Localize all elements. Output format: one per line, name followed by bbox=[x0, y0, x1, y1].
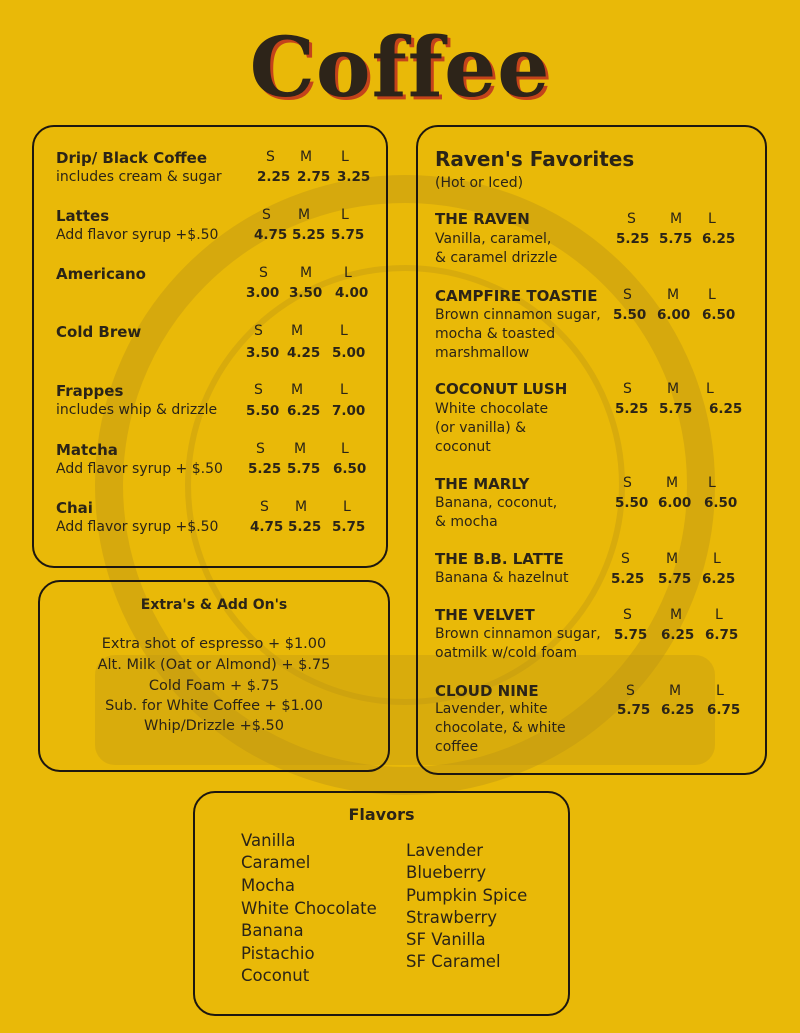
size-label: M bbox=[291, 323, 304, 339]
flavor-item: Pistachio bbox=[241, 944, 315, 963]
size-label: S bbox=[621, 551, 630, 567]
price: 5.50 bbox=[615, 495, 649, 511]
price: 6.75 bbox=[705, 627, 739, 643]
size-label: M bbox=[666, 551, 679, 567]
size-label: S bbox=[623, 287, 632, 303]
favorite-item-desc: chocolate, & white bbox=[435, 720, 566, 736]
price: 6.50 bbox=[333, 461, 367, 477]
price: 3.50 bbox=[289, 285, 323, 301]
size-label: S bbox=[260, 499, 269, 515]
flavor-item: Strawberry bbox=[406, 908, 497, 927]
coffee-item-name: Matcha bbox=[56, 441, 118, 459]
extras-box bbox=[38, 580, 390, 772]
price: 4.75 bbox=[250, 519, 284, 535]
flavor-item: Pumpkin Spice bbox=[406, 886, 528, 905]
price: 7.00 bbox=[332, 403, 366, 419]
favorite-item-desc: & mocha bbox=[435, 514, 498, 530]
size-label: L bbox=[340, 382, 348, 398]
price: 5.25 bbox=[615, 401, 649, 417]
extras-item: Whip/Drizzle +$.50 bbox=[143, 718, 284, 734]
price: 5.50 bbox=[613, 307, 647, 323]
size-label: M bbox=[300, 265, 313, 281]
favorite-item-desc: coffee bbox=[435, 739, 479, 755]
favorite-item-name: CLOUD NINE bbox=[435, 682, 539, 700]
coffee-item-note: Add flavor syrup +$.50 bbox=[56, 227, 219, 243]
coffee-item-note: Add flavor syrup +$.50 bbox=[56, 519, 219, 535]
size-label: L bbox=[341, 441, 349, 457]
flavor-item: Vanilla bbox=[241, 831, 296, 850]
coffee-item-note: includes whip & drizzle bbox=[56, 402, 218, 418]
size-label: M bbox=[294, 441, 307, 457]
price: 3.50 bbox=[246, 345, 280, 361]
size-label: L bbox=[341, 149, 349, 165]
size-label: S bbox=[626, 683, 635, 699]
favorite-item-desc: Lavender, white bbox=[435, 701, 548, 717]
price: 6.50 bbox=[704, 495, 738, 511]
favorite-item-name: THE B.B. LATTE bbox=[435, 550, 564, 568]
size-label: S bbox=[256, 441, 265, 457]
extras-title: Extra's & Add On's bbox=[140, 597, 288, 613]
size-label: S bbox=[627, 211, 636, 227]
coffee-item-name: Chai bbox=[56, 499, 93, 517]
price: 5.75 bbox=[617, 702, 651, 718]
coffee-item-note: includes cream & sugar bbox=[56, 169, 222, 185]
size-label: L bbox=[706, 381, 714, 397]
flavor-item: SF Caramel bbox=[406, 952, 501, 971]
coffee-item-name: Lattes bbox=[56, 207, 110, 225]
coffee-item-name: Frappes bbox=[56, 382, 124, 400]
favorite-item-desc: Brown cinnamon sugar, bbox=[435, 307, 601, 323]
favorite-item-desc: coconut bbox=[435, 439, 491, 455]
size-label: L bbox=[344, 265, 352, 281]
coffee-item-name: Cold Brew bbox=[56, 323, 142, 341]
coffee-menu-box bbox=[32, 125, 388, 568]
size-label: M bbox=[298, 207, 311, 223]
size-label: L bbox=[343, 499, 351, 515]
coffee-item-name: Drip/ Black Coffee bbox=[56, 149, 208, 167]
flavor-item: Caramel bbox=[241, 853, 311, 872]
flavor-item: SF Vanilla bbox=[406, 930, 486, 949]
price: 5.75 bbox=[659, 231, 693, 247]
price: 5.00 bbox=[332, 345, 366, 361]
favorite-item-desc: Vanilla, caramel, bbox=[435, 231, 552, 247]
size-label: L bbox=[715, 607, 723, 623]
favorite-item-name: CAMPFIRE TOASTIE bbox=[435, 287, 598, 305]
favorite-item-name: THE MARLY bbox=[435, 475, 530, 493]
extras-item: Extra shot of espresso + $1.00 bbox=[101, 636, 327, 652]
flavor-item: Banana bbox=[241, 921, 304, 940]
flavors-title: Flavors bbox=[348, 805, 415, 824]
price: 6.25 bbox=[661, 702, 695, 718]
price: 2.25 bbox=[257, 169, 291, 185]
size-label: S bbox=[254, 323, 263, 339]
size-label: S bbox=[623, 381, 632, 397]
price: 6.25 bbox=[709, 401, 743, 417]
flavor-item: White Chocolate bbox=[241, 899, 377, 918]
size-label: S bbox=[623, 607, 632, 623]
favorite-item-name: THE VELVET bbox=[435, 606, 535, 624]
size-label: S bbox=[266, 149, 275, 165]
size-label: S bbox=[262, 207, 271, 223]
price: 3.25 bbox=[337, 169, 371, 185]
price: 5.75 bbox=[331, 227, 365, 243]
flavor-item: Lavender bbox=[406, 841, 484, 860]
favorite-item-name: THE RAVEN bbox=[435, 210, 530, 228]
price: 6.25 bbox=[287, 403, 321, 419]
price: 4.25 bbox=[287, 345, 321, 361]
size-label: M bbox=[291, 382, 304, 398]
price: 4.00 bbox=[335, 285, 369, 301]
price: 6.25 bbox=[702, 571, 736, 587]
price: 6.25 bbox=[661, 627, 695, 643]
extras-item: Alt. Milk (Oat or Almond) + $.75 bbox=[97, 657, 331, 673]
price: 5.25 bbox=[611, 571, 645, 587]
price: 4.75 bbox=[254, 227, 288, 243]
favorites-box bbox=[416, 125, 767, 775]
flavor-item: Blueberry bbox=[406, 863, 487, 882]
size-label: L bbox=[713, 551, 721, 567]
favorite-item-desc: marshmallow bbox=[435, 345, 530, 361]
favorite-item-desc: Banana & hazelnut bbox=[435, 570, 569, 586]
favorite-item-desc: mocha & toasted bbox=[435, 326, 556, 342]
menu-title: Coffee bbox=[249, 20, 551, 116]
coffee-item-name: Americano bbox=[56, 265, 146, 283]
favorite-item-desc: White chocolate bbox=[435, 401, 549, 417]
favorite-item-desc: oatmilk w/cold foam bbox=[435, 645, 577, 661]
price: 2.75 bbox=[297, 169, 331, 185]
price: 6.75 bbox=[707, 702, 741, 718]
size-label: M bbox=[666, 475, 679, 491]
size-label: L bbox=[708, 475, 716, 491]
price: 5.25 bbox=[616, 231, 650, 247]
price: 5.75 bbox=[614, 627, 648, 643]
price: 6.25 bbox=[702, 231, 736, 247]
extras-item: Cold Foam + $.75 bbox=[148, 678, 280, 694]
extras-item: Sub. for White Coffee + $1.00 bbox=[105, 698, 323, 714]
size-label: L bbox=[340, 323, 348, 339]
size-label: M bbox=[670, 607, 683, 623]
favorite-item-desc: Brown cinnamon sugar, bbox=[435, 626, 601, 642]
price: 5.25 bbox=[248, 461, 282, 477]
flavor-item: Coconut bbox=[241, 966, 310, 985]
favorite-item-desc: (or vanilla) & bbox=[435, 420, 527, 436]
size-label: M bbox=[667, 381, 680, 397]
price: 5.75 bbox=[332, 519, 366, 535]
price: 6.00 bbox=[657, 307, 691, 323]
size-label: M bbox=[300, 149, 313, 165]
favorites-subtitle: (Hot or Iced) bbox=[435, 175, 524, 191]
favorite-item-desc: & caramel drizzle bbox=[435, 250, 558, 266]
price: 6.00 bbox=[658, 495, 692, 511]
size-label: M bbox=[667, 287, 680, 303]
size-label: S bbox=[254, 382, 263, 398]
size-label: M bbox=[295, 499, 308, 515]
price: 3.00 bbox=[246, 285, 280, 301]
flavors-box bbox=[193, 791, 570, 1016]
price: 5.75 bbox=[658, 571, 692, 587]
favorite-item-name: COCONUT LUSH bbox=[435, 380, 568, 398]
price: 5.50 bbox=[246, 403, 280, 419]
favorites-title: Raven's Favorites bbox=[435, 147, 635, 171]
price: 5.25 bbox=[292, 227, 326, 243]
favorite-item-desc: Banana, coconut, bbox=[435, 495, 558, 511]
price: 5.75 bbox=[659, 401, 693, 417]
size-label: L bbox=[708, 211, 716, 227]
coffee-item-note: Add flavor syrup + $.50 bbox=[56, 461, 223, 477]
size-label: M bbox=[670, 211, 683, 227]
size-label: L bbox=[708, 287, 716, 303]
price: 5.25 bbox=[288, 519, 322, 535]
size-label: M bbox=[669, 683, 682, 699]
price: 6.50 bbox=[702, 307, 736, 323]
price: 5.75 bbox=[287, 461, 321, 477]
flavor-item: Mocha bbox=[241, 876, 295, 895]
size-label: S bbox=[623, 475, 632, 491]
size-label: L bbox=[341, 207, 349, 223]
size-label: S bbox=[259, 265, 268, 281]
size-label: L bbox=[716, 683, 724, 699]
